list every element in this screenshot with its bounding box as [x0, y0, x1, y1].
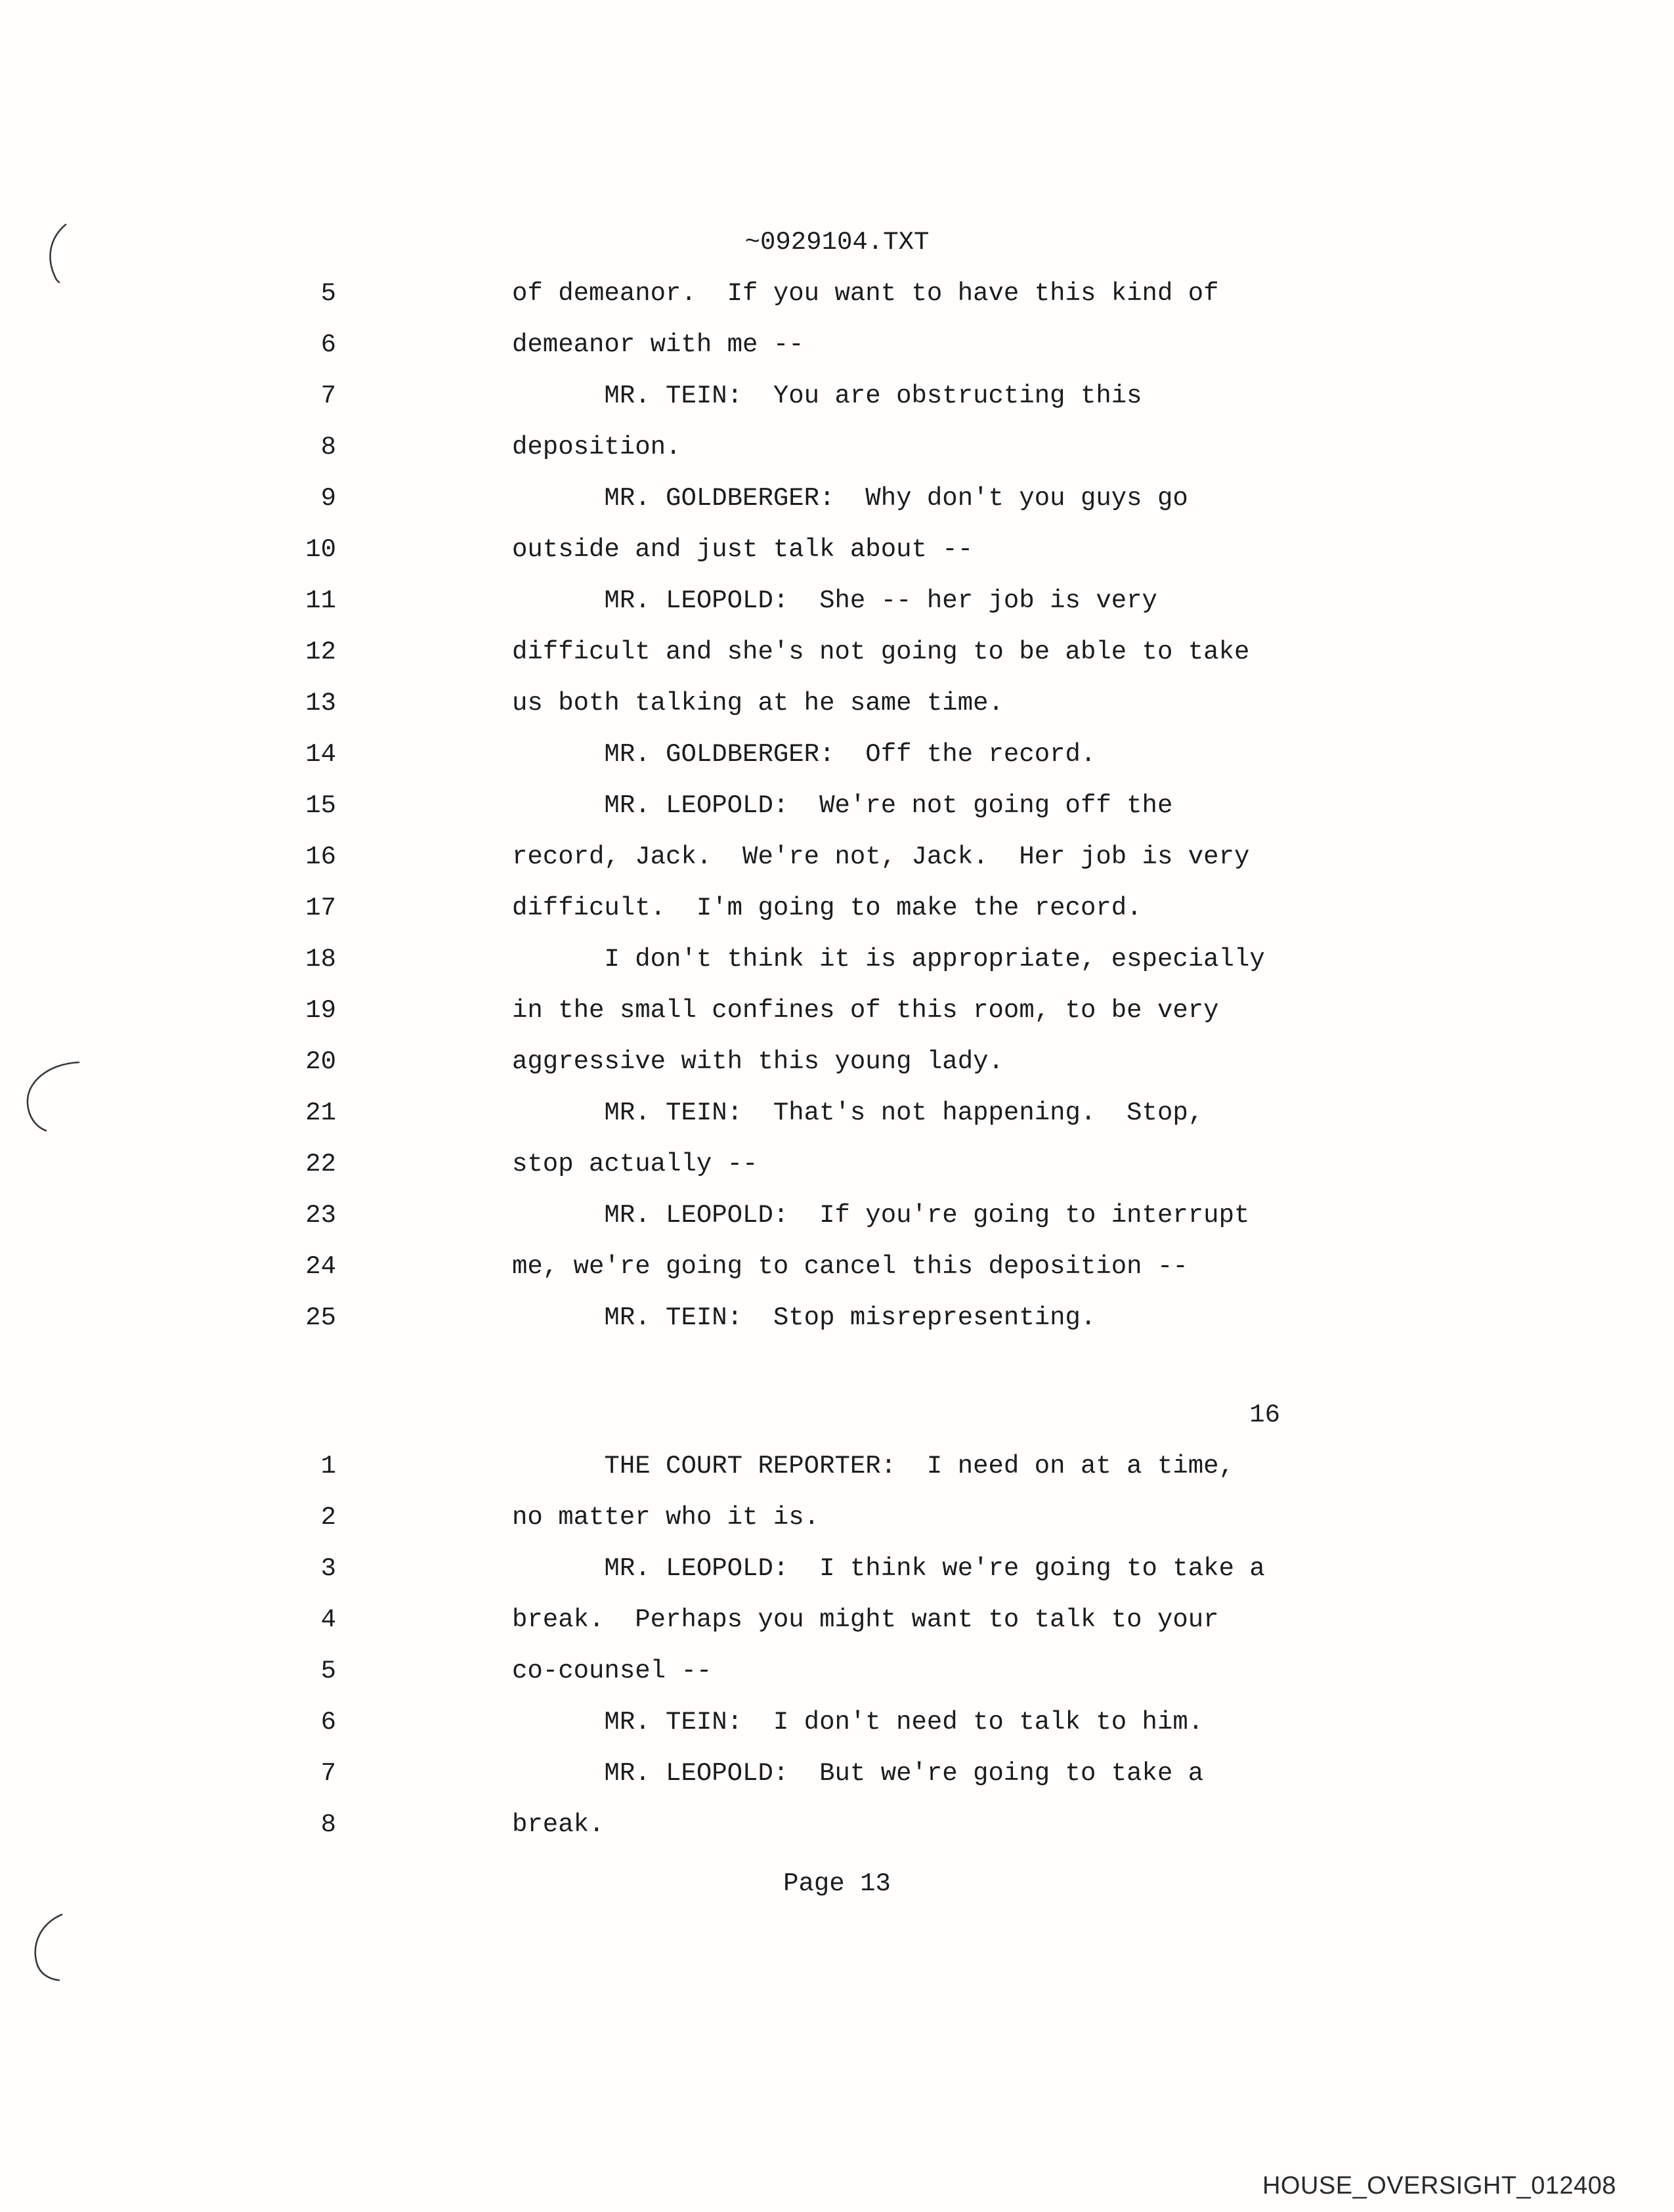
transcript-line [0, 1292, 1674, 1343]
transcript-section-1 [0, 268, 1674, 1343]
transcript-line [0, 1241, 1674, 1292]
line-number: 5 [320, 279, 336, 308]
scan-artifact-curve-bottom [21, 1912, 74, 1984]
transcript-line [0, 626, 1674, 678]
line-text: MR. GOLDBERGER: Why don't you guys go [512, 484, 1188, 513]
transcript-line [0, 1087, 1674, 1139]
line-number: 2 [320, 1503, 336, 1532]
line-number: 14 [305, 740, 336, 769]
line-number: 3 [320, 1554, 336, 1583]
line-text: THE COURT REPORTER: I need on at a time, [512, 1452, 1234, 1481]
line-number: 8 [320, 1810, 336, 1839]
transcript-line [0, 268, 1674, 319]
line-number: 1 [320, 1452, 336, 1481]
line-text: break. Perhaps you might want to talk to your [512, 1605, 1219, 1634]
line-number: 5 [320, 1657, 336, 1685]
line-text: stop actually -- [512, 1150, 758, 1179]
transcript-line [0, 985, 1674, 1036]
line-number: 7 [320, 1759, 336, 1788]
transcript-line [0, 1543, 1674, 1594]
line-text: record, Jack. We're not, Jack. Her job is very [512, 842, 1250, 871]
line-number: 6 [320, 330, 336, 359]
bates-number: HOUSE_OVERSIGHT_012408 [1262, 2172, 1616, 2200]
transcript-line [0, 729, 1674, 780]
transcript-section-2 [0, 1441, 1674, 1850]
document-title: ~0929104.TXT [744, 228, 930, 257]
line-number: 15 [305, 791, 336, 820]
line-text: MR. TEIN: That's not happening. Stop, [512, 1098, 1204, 1127]
line-text: no matter who it is. [512, 1503, 820, 1532]
line-text: co-counsel -- [512, 1657, 712, 1685]
line-text: MR. LEOPOLD: She -- her job is very [512, 586, 1157, 615]
line-text: demeanor with me -- [512, 330, 804, 359]
transcript-line [0, 934, 1674, 985]
line-number: 6 [320, 1708, 336, 1737]
line-number: 7 [320, 381, 336, 410]
transcript-line [0, 1190, 1674, 1241]
line-text: aggressive with this young lady. [512, 1047, 1004, 1076]
transcript-line [0, 473, 1674, 524]
line-number: 22 [305, 1150, 336, 1179]
line-number: 16 [305, 842, 336, 871]
transcript-line [0, 780, 1674, 831]
transcript-line [0, 882, 1674, 934]
line-number: 21 [305, 1098, 336, 1127]
line-number: 4 [320, 1605, 336, 1634]
line-text: MR. TEIN: Stop misrepresenting. [512, 1303, 1096, 1332]
line-text: MR. TEIN: I don't need to talk to him. [512, 1708, 1204, 1737]
transcript-line [0, 1594, 1674, 1645]
line-number: 25 [305, 1303, 336, 1332]
transcript-line [0, 422, 1674, 473]
line-number: 19 [305, 996, 336, 1025]
line-text: MR. LEOPOLD: We're not going off the [512, 791, 1173, 820]
transcript-line [0, 1492, 1674, 1543]
transcript-line [0, 319, 1674, 370]
page-footer: Page 13 [783, 1869, 891, 1898]
line-number: 13 [305, 689, 336, 718]
line-number: 10 [305, 535, 336, 564]
line-number: 11 [305, 586, 336, 615]
transcript-line [0, 1697, 1674, 1748]
line-text: us both talking at he same time. [512, 689, 1004, 718]
line-number: 18 [305, 945, 336, 974]
line-text: MR. GOLDBERGER: Off the record. [512, 740, 1096, 769]
transcript-line [0, 370, 1674, 422]
line-text: of demeanor. If you want to have this kind of [512, 279, 1219, 308]
line-number: 8 [320, 433, 336, 462]
transcript-content [0, 217, 1674, 1909]
transcript-line [0, 1441, 1674, 1492]
line-text: in the small confines of this room, to be very [512, 996, 1219, 1025]
line-number: 20 [305, 1047, 336, 1076]
line-text: difficult. I'm going to make the record. [512, 894, 1142, 922]
page-number-marker: 16 [1249, 1400, 1280, 1429]
line-number: 9 [320, 484, 336, 513]
line-text: MR. TEIN: You are obstructing this [512, 381, 1142, 410]
transcript-line [0, 524, 1674, 575]
transcript-line [0, 678, 1674, 729]
footer-gap [0, 1850, 1674, 1858]
line-text: MR. LEOPOLD: I think we're going to take a [512, 1554, 1265, 1583]
transcript-line [0, 1036, 1674, 1087]
transcript-line [0, 831, 1674, 882]
line-number: 24 [305, 1252, 336, 1281]
line-number: 12 [305, 638, 336, 666]
transcript-line [0, 1139, 1674, 1190]
section-gap [0, 1343, 1674, 1389]
transcript-line [0, 575, 1674, 626]
transcript-line [0, 1748, 1674, 1799]
transcript-line [0, 1799, 1674, 1850]
line-text: MR. LEOPOLD: But we're going to take a [512, 1759, 1204, 1788]
transcript-line [0, 1645, 1674, 1697]
line-number: 17 [305, 894, 336, 922]
line-text: deposition. [512, 433, 681, 462]
line-number: 23 [305, 1201, 336, 1230]
line-text: I don't think it is appropriate, especially [512, 945, 1265, 974]
line-text: difficult and she's not going to be able to take [512, 638, 1250, 666]
line-text: break. [512, 1810, 605, 1839]
line-text: outside and just talk about -- [512, 535, 974, 564]
line-text: me, we're going to cancel this deposition -- [512, 1252, 1188, 1281]
line-text: MR. LEOPOLD: If you're going to interrupt [512, 1201, 1250, 1230]
